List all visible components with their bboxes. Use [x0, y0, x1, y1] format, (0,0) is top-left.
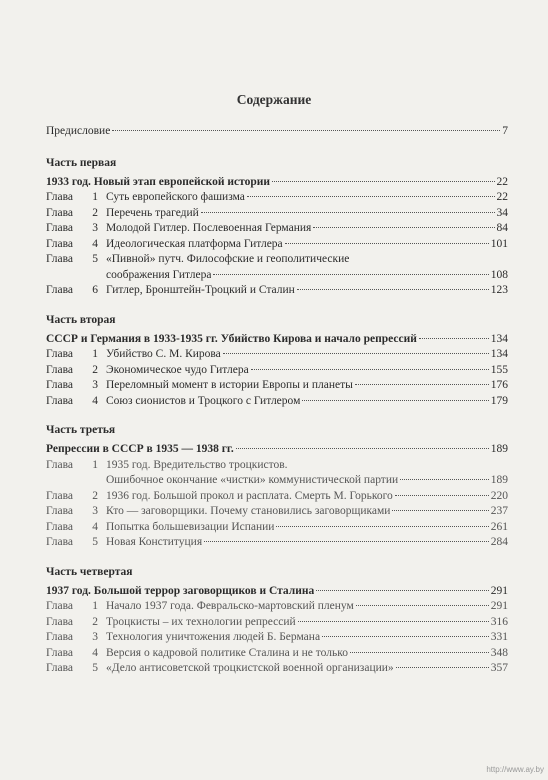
chapter-page: 84 — [496, 222, 508, 234]
chapter-word: Глава — [46, 363, 74, 376]
chapter-entry — [46, 615, 508, 631]
chapter-entry — [46, 206, 508, 222]
part-title: 1933 год. Новый этап европейской истории — [46, 175, 271, 188]
chapter-number: 4 — [92, 520, 98, 533]
chapter-page: 284 — [490, 536, 508, 548]
chapter-title: «Пивной» путч. Философские и геополитические — [106, 253, 350, 265]
leader-dots — [302, 400, 488, 401]
leader-dots — [201, 212, 495, 213]
part-label: Часть первая — [46, 156, 117, 169]
leader-dots — [285, 243, 489, 244]
chapter-number: 2 — [92, 206, 98, 219]
leader-dots — [396, 667, 489, 668]
chapter-title: Идеологическая платформа Гитлера — [106, 237, 283, 250]
chapter-word: Глава — [46, 505, 74, 517]
part-page: 22 — [496, 175, 508, 188]
chapter-word: Глава — [46, 379, 74, 391]
chapter-title: Суть европейского фашизма — [106, 191, 245, 203]
leader-dots — [400, 479, 489, 480]
leader-dots — [313, 227, 494, 228]
chapter-page: 237 — [490, 505, 508, 517]
chapter-page: 357 — [490, 662, 508, 674]
preface-page: 7 — [502, 125, 508, 137]
chapter-entry — [46, 190, 508, 206]
chapter-number: 6 — [92, 284, 98, 296]
chapter-word: Глава — [46, 615, 74, 628]
chapter-title: 1935 год. Вредительство троцкистов. — [106, 458, 288, 471]
leader-dots — [297, 289, 489, 290]
chapter-word: Глава — [46, 458, 74, 471]
chapter-number: 1 — [92, 600, 98, 612]
leader-dots — [272, 181, 494, 182]
chapter-page: 179 — [490, 394, 508, 407]
chapter-entry — [46, 363, 508, 379]
chapter-title: Технология уничтожения людей Б. Бермана — [106, 631, 321, 643]
preface-entry — [46, 124, 508, 140]
chapter-word: Глава — [46, 206, 74, 219]
chapter-entry — [46, 630, 508, 646]
leader-dots — [355, 384, 489, 385]
chapter-word: Глава — [46, 348, 74, 360]
chapter-page: 291 — [490, 600, 508, 612]
chapter-number: 4 — [92, 237, 98, 250]
preface-label: Предисловие — [46, 125, 111, 137]
chapter-page: 101 — [490, 237, 508, 250]
table-of-contents — [46, 124, 508, 677]
chapter-title: Гитлер, Бронштейн-Троцкий и Сталин — [106, 284, 295, 296]
chapter-page: 176 — [490, 379, 508, 391]
part-label: Часть третья — [46, 424, 116, 436]
leader-dots — [419, 338, 489, 339]
chapter-title: Союз сионистов и Троцкого с Гитлером — [106, 394, 301, 407]
chapter-page: 189 — [490, 474, 508, 486]
chapter-page: 261 — [490, 520, 508, 533]
chapter-word: Глава — [46, 662, 74, 674]
chapter-page: 155 — [490, 363, 508, 376]
part-page: 134 — [490, 332, 508, 345]
leader-dots — [236, 448, 489, 449]
chapter-title: Экономическое чудо Гитлера — [106, 363, 249, 376]
chapter-entry — [46, 520, 508, 536]
chapter-entry — [46, 458, 508, 489]
part-title-entry — [46, 442, 508, 458]
leader-dots — [112, 130, 500, 131]
chapter-page: 22 — [496, 191, 508, 203]
leader-dots — [392, 510, 488, 511]
chapter-entry — [46, 646, 508, 662]
leader-dots — [395, 495, 489, 496]
chapter-title: Версия о кадровой политике Сталина и не только — [106, 646, 348, 659]
part-page: 291 — [490, 584, 508, 597]
chapter-page: 331 — [490, 631, 508, 643]
part-label: Часть вторая — [46, 313, 116, 326]
chapter-entry — [46, 283, 508, 299]
chapter-title: Убийство С. М. Кирова — [106, 348, 221, 360]
chapter-entry — [46, 252, 508, 283]
chapter-page: 316 — [490, 615, 508, 628]
chapter-word: Глава — [46, 394, 74, 407]
chapter-number: 2 — [92, 615, 98, 628]
chapter-number: 3 — [92, 379, 98, 391]
chapter-number: 1 — [92, 458, 98, 471]
chapter-title-cont: Ошибочное окончание «чистки» коммунистической партии — [106, 474, 399, 486]
chapter-title: «Дело антисоветской троцкистской военной организации» — [106, 662, 394, 674]
part-title-entry — [46, 332, 508, 348]
chapter-word: Глава — [46, 646, 74, 659]
leader-dots — [322, 636, 489, 637]
leader-dots — [251, 369, 489, 370]
chapter-number: 1 — [92, 191, 98, 203]
chapter-title: Перечень трагедий — [106, 206, 199, 219]
chapter-entry — [46, 221, 508, 237]
chapter-entry — [46, 347, 508, 363]
chapter-number: 3 — [92, 222, 98, 234]
chapter-word: Глава — [46, 489, 74, 502]
leader-dots — [350, 652, 489, 653]
leader-dots — [223, 353, 489, 354]
chapter-number: 4 — [92, 646, 98, 659]
part-page: 189 — [490, 443, 508, 455]
chapter-title: Новая Конституция — [106, 536, 203, 548]
leader-dots — [298, 621, 489, 622]
chapter-title: Молодой Гитлер. Послевоенная Германия — [106, 222, 312, 234]
chapter-word: Глава — [46, 253, 74, 265]
chapter-title: Попытка большевизации Испании — [106, 520, 275, 533]
chapter-title: Начало 1937 года. Февральско-мартовский пленум — [106, 600, 354, 612]
chapter-entry — [46, 599, 508, 615]
chapter-title: Кто — заговорщики. Почему становились заговорщиками — [106, 505, 391, 517]
chapter-page: 108 — [490, 268, 508, 281]
chapter-entry — [46, 535, 508, 551]
chapter-number: 3 — [92, 505, 98, 517]
part-title-entry — [46, 584, 508, 600]
part-title: СССР и Германия в 1933-1935 гг. Убийство Кирова и начало репрессий — [46, 332, 417, 345]
chapter-entry — [46, 489, 508, 505]
chapter-page: 348 — [490, 646, 508, 659]
chapter-word: Глава — [46, 631, 74, 643]
chapter-number: 5 — [92, 253, 98, 265]
chapter-page: 134 — [490, 348, 508, 360]
chapter-number: 5 — [92, 536, 98, 548]
chapter-number: 3 — [92, 631, 98, 643]
chapter-page: 220 — [490, 489, 508, 502]
chapter-word: Глава — [46, 222, 74, 234]
chapter-word: Глава — [46, 237, 74, 250]
chapter-entry — [46, 504, 508, 520]
part-title: Репрессии в СССР в 1935 — 1938 гг. — [46, 443, 234, 455]
leader-dots — [356, 605, 489, 606]
leader-dots — [204, 541, 489, 542]
chapter-entry — [46, 237, 508, 253]
chapter-word: Глава — [46, 536, 74, 548]
chapter-title: Переломный момент в истории Европы и планеты — [106, 379, 353, 391]
chapter-page: 34 — [496, 206, 508, 219]
part-title-entry — [46, 175, 508, 191]
chapter-number: 2 — [92, 489, 98, 502]
chapter-number: 5 — [92, 662, 98, 674]
chapter-title: Троцкисты – их технологии репрессий — [106, 615, 296, 628]
chapter-word: Глава — [46, 520, 74, 533]
watermark: http://www.ay.by — [486, 765, 544, 774]
chapter-number: 4 — [92, 394, 98, 407]
chapter-word: Глава — [46, 191, 74, 203]
chapter-number: 2 — [92, 363, 98, 376]
chapter-entry — [46, 394, 508, 410]
page-title: Содержание — [236, 92, 312, 107]
chapter-number: 1 — [92, 348, 98, 360]
part-label: Часть четвертая — [46, 565, 133, 578]
chapter-entry — [46, 378, 508, 394]
chapter-word: Глава — [46, 284, 74, 296]
chapter-word: Глава — [46, 600, 74, 612]
leader-dots — [316, 590, 489, 591]
chapter-page: 123 — [490, 284, 508, 296]
chapter-title: 1936 год. Большой прокол и расплата. Смерть М. Горького — [106, 489, 393, 502]
chapter-entry — [46, 661, 508, 677]
chapter-title-cont: соображения Гитлера — [106, 268, 212, 281]
leader-dots — [276, 526, 488, 527]
leader-dots — [213, 274, 488, 275]
part-title: 1937 год. Большой террор заговорщиков и Сталина — [46, 584, 315, 597]
leader-dots — [247, 196, 495, 197]
